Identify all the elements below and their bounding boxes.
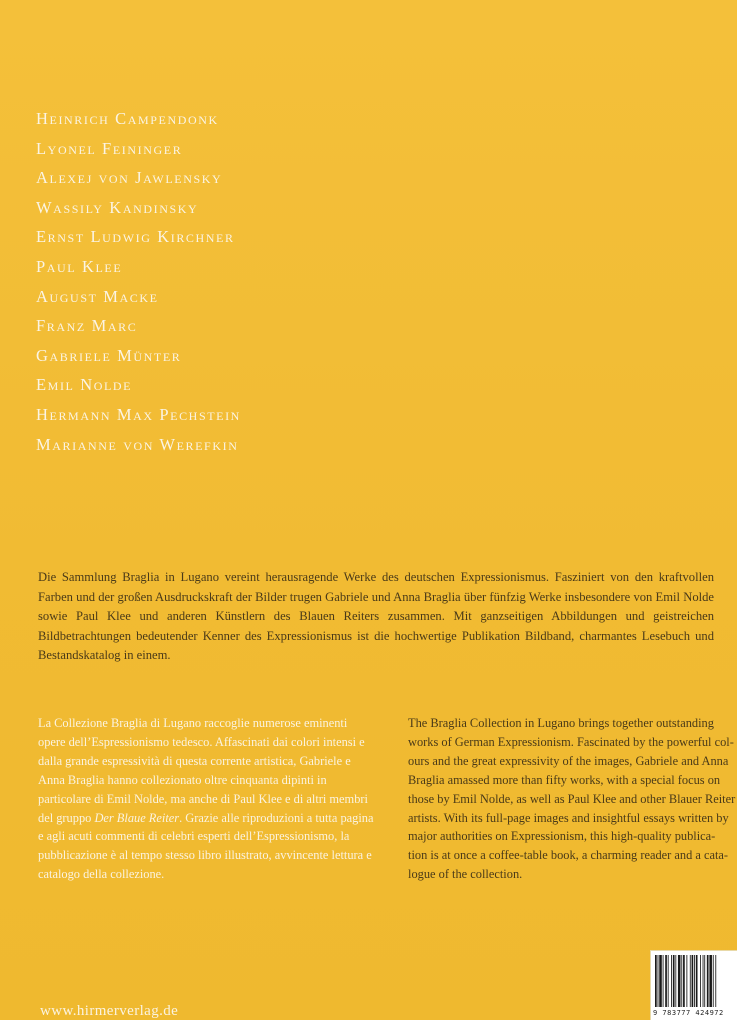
barcode-bar <box>663 955 664 1007</box>
barcode-bar <box>692 955 694 1007</box>
barcode-bar <box>713 955 714 1007</box>
barcode-bar <box>683 955 685 1007</box>
english-blurb-line: tion is at once a coffee-table book, a charming reader and a cata- <box>408 848 729 863</box>
german-blurb: Die Sammlung Braglia in Lugano vereint herausragende Werke des deutschen Expressionismus. Fasziniert von den kraftvollen Farben und der großen Ausdruckskraft der Bilder trugen Gabriele und Anna Braglia über fünfzig Werke insbesondere von Emil Nolde sowie Paul Klee und anderen Künstlern des Blauen Reiters zusammen. Mit ganzseitigen Abbildungen und geistreichen Bildbetrachtungen bedeutender Kenner des Expressionismus ist die hochwertige Publikation Bildband, charmantes Lesebuch und Bestandskatalog in einem. <box>38 570 714 663</box>
barcode-bar <box>678 955 681 1007</box>
italian-blurb <box>38 714 376 884</box>
barcode-bar <box>700 955 701 1007</box>
barcode-bar <box>673 955 675 1007</box>
english-blurb-line: Braglia amassed more than fifty works, with a special focus on <box>408 772 721 787</box>
artist-name: August Macke <box>36 286 159 306</box>
artist-name: Alexej von Jawlensky <box>36 168 223 188</box>
barcode-bar <box>707 955 709 1007</box>
barcode-bar <box>690 955 691 1007</box>
english-blurb-line: those by Emil Nolde, as well as Paul Klee and other Blauer Reiter <box>408 791 736 806</box>
english-blurb-line: ours and the great expressivity of the images, Gabriele and Anna <box>408 753 729 768</box>
barcode-bar <box>715 955 716 1007</box>
artist-name: Paul Klee <box>36 256 123 276</box>
artist-name: Emil Nolde <box>36 375 133 395</box>
barcode-bar <box>658 955 659 1007</box>
publisher-website[interactable]: www.hirmerverlag.de <box>40 1003 179 1019</box>
barcode-bars-icon <box>651 951 737 1009</box>
italian-blurb-group-name: Der Blaue Reiter <box>94 810 180 825</box>
artist-name: Marianne von Werefkin <box>36 434 239 454</box>
barcode-bar <box>655 955 657 1007</box>
artist-name: Hermann Max Pechstein <box>36 404 241 424</box>
barcode-bar <box>709 955 712 1007</box>
barcode-bar <box>665 955 667 1007</box>
english-blurb-line: logue of the collection. <box>408 867 523 882</box>
barcode-bar <box>696 955 698 1007</box>
barcode-bar <box>681 955 682 1007</box>
italian-blurb-part-2: . Grazie alle riproduzioni a tutta pagina e agli acuti commenti di celebri esperti dell’Espressionismo, la pubblicazione è al tempo stesso libro illustrato, avvincente lettura e catalogo della collezione. <box>38 810 374 882</box>
italian-blurb-part-1: La Collezione Braglia di Lugano raccoglie numerose eminenti opere dell’Espressionismo tedesco. Affascinati dai colori intensi e dalla grande espressività di questa corrente artistica, Gabriele e Anna Braglia hanno collezionato oltre cinquanta dipinti in particolare di Emil Nolde, ma anche di Paul Klee e di altri membri del gruppo <box>38 716 368 825</box>
barcode-bar <box>694 955 695 1007</box>
barcode-bar <box>704 955 705 1007</box>
english-blurb-line: The Braglia Collection in Lugano brings together outstanding <box>408 716 714 730</box>
barcode-bar <box>703 955 704 1007</box>
artist-name: Heinrich Campendonk <box>36 109 219 128</box>
english-blurb-line: artists. With its full-page images and insightful essays written by <box>408 810 729 825</box>
artist-name: Franz Marc <box>36 316 138 336</box>
isbn-barcode <box>651 951 737 1020</box>
english-blurb-line: major authorities on Expressionism, this high-quality publica- <box>408 829 716 844</box>
artist-name: Lyonel Feininger <box>36 138 183 158</box>
artist-name: Gabriele Münter <box>36 345 182 365</box>
english-blurb-line: works of German Expressionism. Fascinated by the powerful col- <box>408 734 734 749</box>
artist-name: Ernst Ludwig Kirchner <box>36 227 235 247</box>
artist-list <box>36 104 241 459</box>
artist-name: Wassily Kandinsky <box>36 197 199 217</box>
barcode-bar <box>668 955 669 1007</box>
isbn-digits: 9 783777 424972 <box>653 1009 724 1017</box>
barcode-bar <box>675 955 676 1007</box>
barcode-bar <box>686 955 687 1007</box>
english-blurb <box>408 714 737 884</box>
barcode-bar <box>671 955 672 1007</box>
barcode-bar <box>659 955 662 1007</box>
